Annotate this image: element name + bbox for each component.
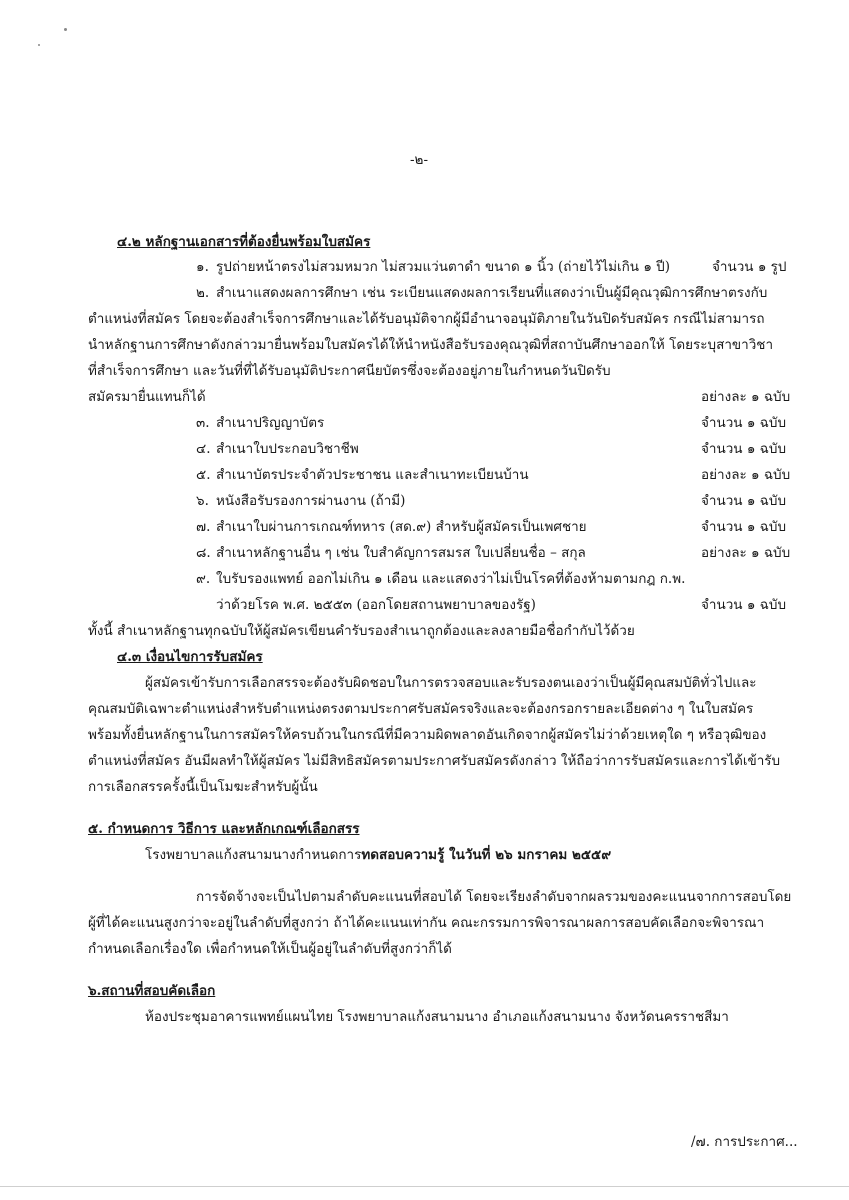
conditions-line: พร้อมทั้งยื่นหลักฐานในการสมัครให้ครบถ้วนในกรณีที่มีความผิดพลาดอันเกิดจากผู้สมัครไม่ว่าด้วยเหตุใด ๆ หรือวุฒิของ	[88, 727, 767, 743]
item-2-number: ๒.	[196, 285, 210, 301]
item-7-quantity: จำนวน ๑ ฉบับ	[701, 519, 787, 535]
item-6-quantity: จำนวน ๑ ฉบับ	[701, 493, 787, 509]
exam-date-line	[145, 847, 611, 863]
item-2-line: ตำแหน่งที่สมัคร โดยจะต้องสำเร็จการศึกษาและได้รับอนุมัติจากผู้มีอำนาจอนุมัติภายในวันปิดรับสมัคร กรณีไม่สามารถ	[88, 311, 765, 327]
section-5-heading: ๕. กำหนดการ วิธีการ และหลักเกณฑ์เลือกสรร	[88, 821, 360, 837]
ranking-line: การจัดจ้างจะเป็นไปตามลำดับคะแนนที่สอบได้ โดยจะเรียงลำดับจากผลรวมของคะแนนจากการสอบโดย	[196, 889, 792, 905]
exam-date-prefix: โรงพยาบาลแก้งสนามนางกำหนดการ	[145, 847, 362, 863]
ranking-line: กำหนดเลือกเรื่องใด เพื่อกำหนดให้เป็นผู้อยู่ในลำดับที่สูงกว่าก็ได้	[88, 941, 452, 957]
item-9-number: ๙.	[196, 571, 211, 587]
conditions-line: คุณสมบัติเฉพาะตำแหน่งสำหรับตำแหน่งตรงตามประกาศรับสมัครจริงและจะต้องกรอกรายละเอียดต่าง ๆ ในใบสมัคร	[88, 701, 754, 717]
item-8-text: สำเนาหลักฐานอื่น ๆ เช่น ใบสำคัญการสมรส ใบเปลี่ยนชื่อ – สกุล	[216, 545, 586, 561]
item-2-line: ที่สำเร็จการศึกษา และวันที่ที่ได้รับอนุมัติประกาศนียบัตรซึ่งจะต้องอยู่ภายในกำหนดวันปิดรับ	[88, 363, 611, 379]
item-4-text: สำเนาใบประกอบวิชาชีพ	[216, 441, 359, 457]
item-2-line: สมัครมายื่นแทนก็ได้	[88, 389, 206, 405]
item-8-quantity: อย่างละ ๑ ฉบับ	[701, 545, 791, 561]
item-7-number: ๗.	[196, 519, 211, 535]
item-9-quantity: จำนวน ๑ ฉบับ	[701, 597, 787, 613]
item-5-text: สำเนาบัตรประจำตัวประชาชน และสำเนาทะเบียนบ้าน	[216, 467, 529, 483]
item-4-number: ๔.	[196, 441, 211, 457]
conditions-line: ผู้สมัครเข้ารับการเลือกสรรจะต้องรับผิดชอบในการตรวจสอบและรับรองตนเองว่าเป็นผู้มีคุณสมบัติทั่วไปและ	[145, 675, 757, 691]
item-2-line: นำหลักฐานการศึกษาดังกล่าวมายื่นพร้อมใบสมัครได้ให้นำหนังสือรับรองคุณวุฒิที่สถาบันศึกษาออกให้ โดยระบุสาขาวิชา	[88, 337, 774, 353]
item-5-number: ๕.	[196, 467, 211, 483]
section-4-3-heading: ๔.๓ เงื่อนไขการรับสมัคร	[117, 649, 263, 665]
item-1-quantity: จำนวน ๑ รูป	[712, 259, 787, 275]
item-3-number: ๓.	[196, 415, 210, 431]
item-4-quantity: จำนวน ๑ ฉบับ	[701, 441, 787, 457]
item-2-line: สำเนาแสดงผลการศึกษา เช่น ระเบียนแสดงผลการเรียนที่แสดงว่าเป็นผู้มีคุณวุฒิการศึกษาตรงกับ	[216, 285, 768, 301]
item-3-quantity: จำนวน ๑ ฉบับ	[701, 415, 787, 431]
item-2-quantity: อย่างละ ๑ ฉบับ	[701, 389, 791, 405]
item-1-text: รูปถ่ายหน้าตรงไม่สวมหมวก ไม่สวมแว่นตาดำ ขนาด ๑ นิ้ว (ถ่ายไว้ไม่เกิน ๑ ปี)	[216, 259, 671, 275]
item-7-text: สำเนาใบผ่านการเกณฑ์ทหาร (สด.๙) สำหรับผู้สมัครเป็นเพศชาย	[216, 519, 587, 535]
scan-speck	[38, 44, 40, 46]
exam-venue: ห้องประชุมอาคารแพทย์แผนไทย โรงพยาบาลแก้งสนามนาง อำเภอแก้งสนามนาง จังหวัดนครราชสีมา	[145, 1009, 729, 1025]
item-6-text: หนังสือรับรองการผ่านงาน (ถ้ามี)	[216, 493, 406, 509]
continuation-marker: /๗. การประกาศ...	[691, 1134, 798, 1150]
ranking-line: ผู้ที่ได้คะแนนสูงกว่าจะอยู่ในลำดับที่สูงกว่า ถ้าได้คะแนนเท่ากัน คณะกรรมการพิจารณาผลการสอบคัดเลือกจะพิจารณา	[88, 915, 765, 931]
item-8-number: ๘.	[196, 545, 211, 561]
scan-speck	[64, 28, 67, 31]
item-9-line: ว่าด้วยโรค พ.ศ. ๒๕๕๓ (ออกโดยสถานพยาบาลของรัฐ)	[216, 597, 536, 613]
item-9-line: ใบรับรองแพทย์ ออกไม่เกิน ๑ เดือน และแสดงว่าไม่เป็นโรคที่ต้องห้ามตามกฎ ก.พ.	[216, 571, 686, 587]
conditions-line: ตำแหน่งที่สมัคร อันมีผลทำให้ผู้สมัคร ไม่มีสิทธิสมัครตามประกาศรับสมัครดังกล่าว ให้ถือว่าการรับสมัครและการได้เข้ารับ	[88, 753, 781, 769]
page-number: -๒-	[410, 152, 429, 168]
conditions-line: การเลือกสรรครั้งนี้เป็นโมฆะสำหรับผู้นั้น	[88, 779, 318, 795]
item-1-number: ๑.	[196, 259, 209, 275]
scan-edge-line	[0, 1186, 849, 1187]
item-6-number: ๖.	[196, 493, 209, 509]
section-4-2-heading: ๔.๒ หลักฐานเอกสารที่ต้องยื่นพร้อมใบสมัคร	[117, 234, 371, 250]
section-6-heading: ๖.สถานที่สอบคัดเลือก	[88, 983, 216, 999]
item-3-text: สำเนาปริญญาบัตร	[216, 415, 325, 431]
item-5-quantity: อย่างละ ๑ ฉบับ	[701, 467, 791, 483]
certification-note: ทั้งนี้ สำเนาหลักฐานทุกฉบับให้ผู้สมัครเขียนคำรับรองสำเนาถูกต้องและลงลายมือชื่อกำกับไว้ด้วย	[88, 623, 635, 639]
exam-date-value: ทดสอบความรู้ ในวันที่ ๒๖ มกราคม ๒๕๕๙	[361, 847, 612, 863]
